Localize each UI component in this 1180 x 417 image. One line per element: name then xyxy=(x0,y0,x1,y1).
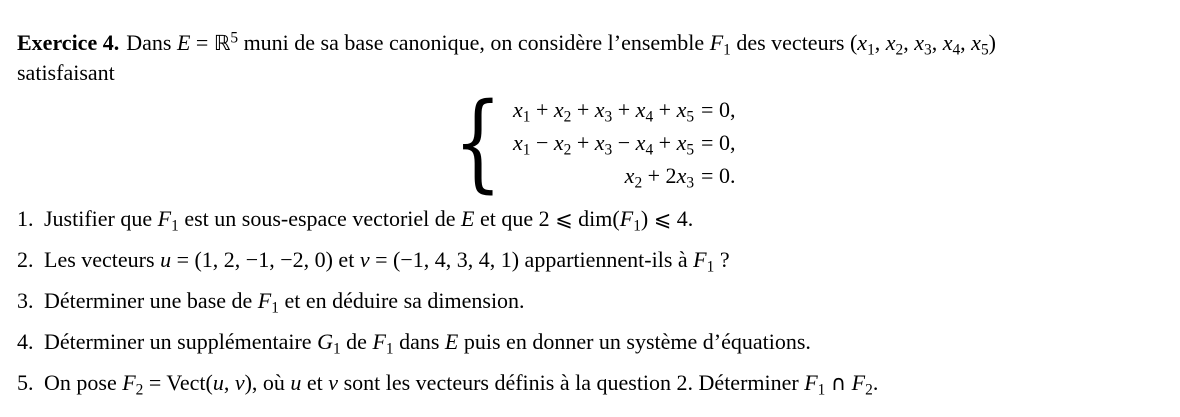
equation-row xyxy=(513,159,735,192)
question-number: 2. xyxy=(17,246,34,272)
question-text: Déterminer une base de $F_1$ et en déduire sa dimension. xyxy=(44,287,525,316)
equation-row xyxy=(513,93,735,126)
question-item-2 xyxy=(17,246,1162,274)
question-text: On pose $F_2$ = Vect(u, v), où u et v sont les vecteurs définis à la question 2. Déterminer $F_1$ ∩ $F_2$. xyxy=(44,369,879,398)
equation-rhs: = 0. xyxy=(701,162,736,188)
question-item-4 xyxy=(17,328,1162,356)
statement-line-1: Exercice 4. Dans E = ℝ$^5$ muni de sa base canonique, on considère l’ensemble $F_1$ des vecteurs ($x_1$, $x_2$, $x_3$, $x_4$, $x_5$) xyxy=(17,29,996,59)
equation-rhs: = 0, xyxy=(701,129,736,155)
exercise-statement xyxy=(17,28,1162,87)
question-number: 4. xyxy=(17,328,34,354)
question-number: 5. xyxy=(17,369,34,395)
question-text: Justifier que $F_1$ est un sous-espace vectoriel de E et que 2 ⩽ $dim(F_1)$ ⩽ 4. xyxy=(44,205,694,234)
question-number: 1. xyxy=(17,205,34,231)
equation-table xyxy=(513,93,735,192)
equation-lhs: $x_1 - x_2 + x_3 - x_4 + x_5$ xyxy=(513,129,695,159)
question-text: Déterminer un supplémentaire $G_1$ de $F_1$ dans E puis en donner un système d’équations. xyxy=(44,328,811,357)
equation-rhs: = 0, xyxy=(701,96,736,122)
question-number: 3. xyxy=(17,287,34,313)
question-list xyxy=(17,205,1162,397)
equation-lhs: $x_2 + 2x_3$ xyxy=(624,162,695,192)
equation-lhs: $x_1 + x_2 + x_3 + x_4 + x_5$ xyxy=(513,96,695,126)
statement-line-2: satisfaisant xyxy=(17,60,115,85)
question-item-1 xyxy=(17,205,1162,233)
equation-system xyxy=(17,80,1162,203)
equation-row xyxy=(513,126,735,159)
left-brace: { xyxy=(452,80,502,203)
question-item-3 xyxy=(17,287,1162,315)
question-text: Les vecteurs u = (1, 2, −1, −2, 0) et v = (−1, 4, 3, 4, 1) appartiennent-ils à $F_1$ ? xyxy=(44,246,730,275)
question-item-5 xyxy=(17,369,1162,397)
